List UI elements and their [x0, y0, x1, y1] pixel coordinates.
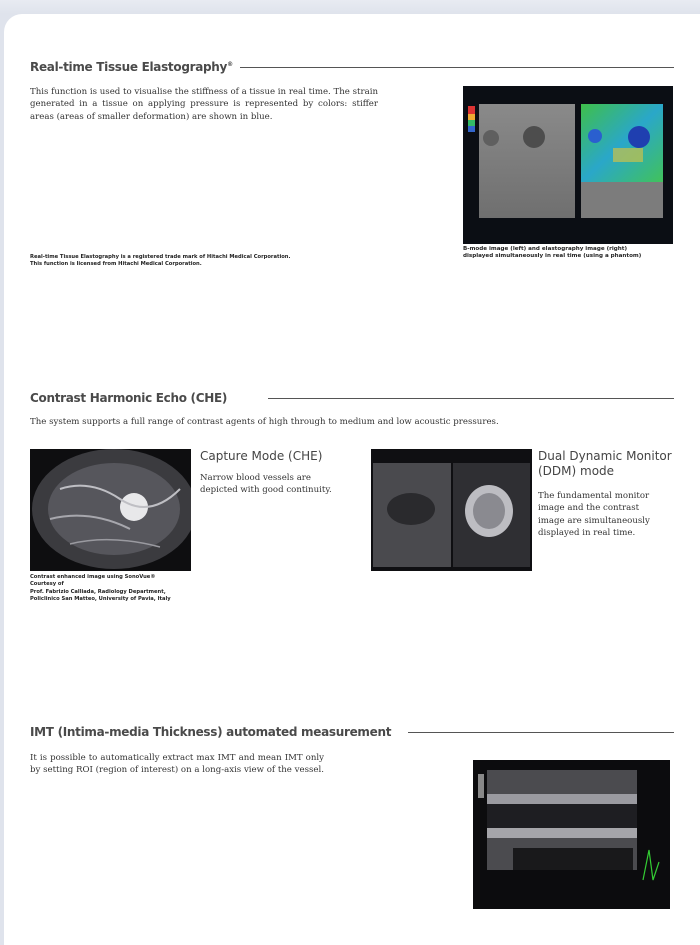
- dual-monitor-ultrasound-image: [371, 449, 532, 571]
- trademark-note: Real-time Tissue Elastography is a registered trade mark of Hitachi Medical Corporation. This function is licensed from Hitachi Medical Corporation.: [30, 254, 291, 268]
- imt-image: [473, 760, 670, 909]
- che-description: The system supports a full range of contrast agents of high through to medium and low acoustic pressures.: [30, 417, 499, 427]
- section-rule: [268, 398, 674, 399]
- carotid-ultrasound-image: [473, 760, 670, 909]
- imt-description: It is possible to automatically extract max IMT and mean IMT only by setting ROI (region of interest) on a long-axis view of the vessel.: [30, 753, 324, 776]
- contrast-ultrasound-image: [30, 449, 191, 571]
- che-caption: Contrast enhanced image using SonoVue® Courtesy of Prof. Fabrizio Calliada, Radiology Department, Policlinico San Matteo, University of Pavia, Italy: [30, 574, 171, 603]
- section-rule: [240, 67, 674, 68]
- section-title-che: Contrast Harmonic Echo (CHE): [30, 391, 228, 405]
- capture-mode-description: Narrow blood vessels are depicted with good continuity.: [200, 473, 332, 496]
- section-title-imt: IMT (Intima-media Thickness) automated measurement: [30, 725, 392, 739]
- section-title-elastography: Real-time Tissue Elastography®: [30, 60, 233, 74]
- elastography-description: This function is used to visualise the stiffness of a tissue in real time. The strain generated in a tissue on applying pressure is represented by colors: stiffer areas (areas of smaller deformation) are shown in blue.: [30, 87, 378, 122]
- brochure-page: [4, 14, 700, 945]
- ddm-title: Dual Dynamic Monitor (DDM) mode: [538, 449, 672, 478]
- che-capture-image: [30, 449, 191, 571]
- elastography-caption: B-mode image (left) and elastography image (right) displayed simultaneously in real time (using a phantom): [463, 246, 642, 260]
- section-rule: [408, 732, 674, 733]
- elastography-image: [463, 86, 673, 244]
- ddm-description: The fundamental monitor image and the contrast image are simultaneously displayed in real time.: [538, 491, 650, 539]
- capture-mode-title: Capture Mode (CHE): [200, 449, 323, 463]
- elastography-ultrasound-image: [463, 86, 673, 244]
- ddm-image: [371, 449, 532, 571]
- page-top-band: [0, 0, 700, 14]
